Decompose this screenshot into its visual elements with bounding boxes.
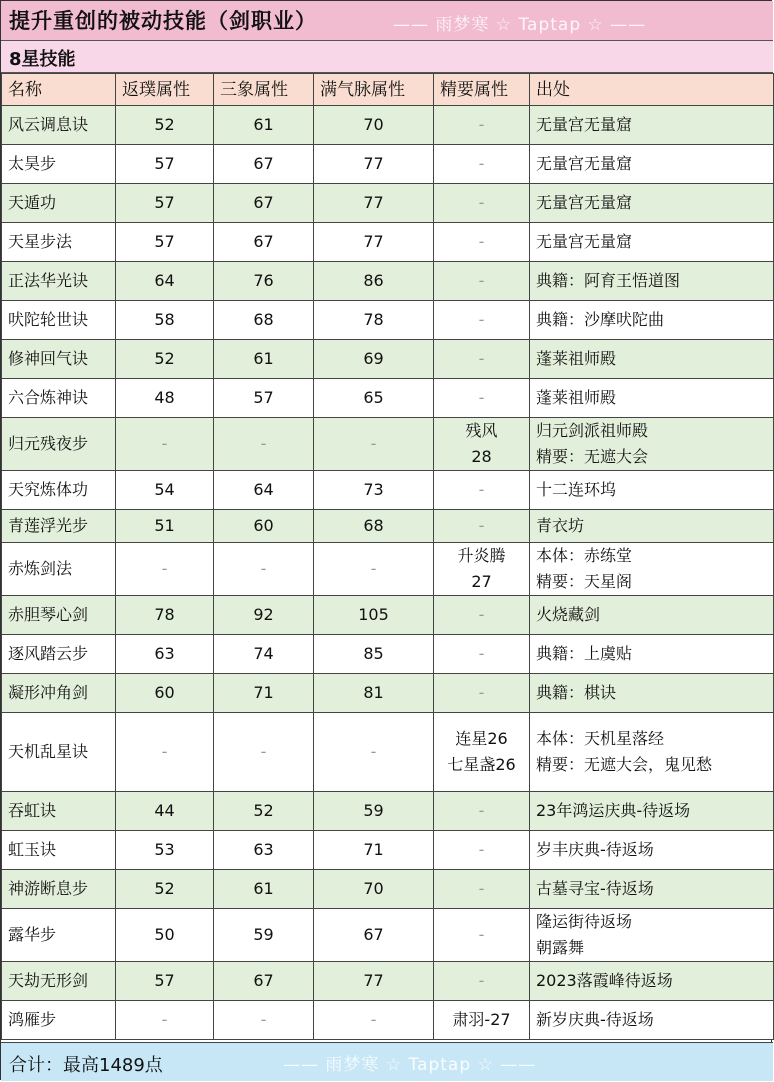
source-line: 精要：无遮大会，鬼见愁 [536,755,713,774]
source-line: 典籍：沙摩吠陀曲 [536,310,665,329]
header-manqimai: 满气脉属性 [314,74,434,106]
jingyao-value-cell: - [434,831,530,870]
header-fanpu: 返璞属性 [116,74,214,106]
source-line: 十二连环坞 [536,480,617,499]
sanxiang-value-cell: 59 [214,909,314,962]
header-jingyao: 精要属性 [434,74,530,106]
skill-name-cell: 赤炼剑法 [2,543,116,596]
table-row [2,418,774,471]
table-row [2,106,774,145]
sanxiang-value-cell: - [214,543,314,596]
source-line: 归元剑派祖师殿 [536,421,649,440]
fanpu-value-cell: 58 [116,301,214,340]
table-row [2,713,774,792]
source-line: 典籍：棋诀 [536,683,617,702]
table-row [2,962,774,1001]
sanxiang-value-cell: 67 [214,962,314,1001]
sanxiang-value-cell: - [214,713,314,792]
sanxiang-value-cell: 61 [214,340,314,379]
sanxiang-value-cell: 68 [214,301,314,340]
skill-name-cell: 六合炼神诀 [2,379,116,418]
fanpu-value-cell: 52 [116,340,214,379]
table-row [2,471,774,510]
source-cell [530,418,774,471]
fanpu-value-cell: 50 [116,909,214,962]
source-line: 无量宫无量窟 [536,154,633,173]
sanxiang-value-cell: 67 [214,184,314,223]
skill-name-cell: 凝形冲角剑 [2,674,116,713]
source-cell [530,379,774,418]
sanxiang-value-cell: 76 [214,262,314,301]
source-cell [530,106,774,145]
skill-name-cell: 天遁功 [2,184,116,223]
table-row [2,223,774,262]
jingyao-value-cell: - [434,145,530,184]
header-name: 名称 [2,74,116,106]
manqimai-value-cell: - [314,713,434,792]
source-line: 岁丰庆典-待返场 [536,840,654,859]
manqimai-value-cell: 77 [314,223,434,262]
sanxiang-value-cell: 92 [214,596,314,635]
skill-name-cell: 太昊步 [2,145,116,184]
jingyao-value-cell: - [434,870,530,909]
watermark-top: —— 雨梦寒 ☆ Taptap ☆ —— [393,15,647,35]
source-cell [530,543,774,596]
skill-name-cell: 天劫无形剑 [2,962,116,1001]
skill-name-cell: 虹玉诀 [2,831,116,870]
sanxiang-value-cell: - [214,418,314,471]
sanxiang-value-cell: 67 [214,145,314,184]
table-row [2,792,774,831]
jingyao-line: 27 [471,572,492,591]
sanxiang-value-cell: 57 [214,379,314,418]
jingyao-value-cell: - [434,962,530,1001]
table-row [2,379,774,418]
manqimai-value-cell: - [314,418,434,471]
table-row [2,831,774,870]
jingyao-value-cell: 肃羽-27 [434,1001,530,1040]
manqimai-value-cell: 65 [314,379,434,418]
table-row [2,596,774,635]
jingyao-value-cell: - [434,262,530,301]
manqimai-value-cell: 70 [314,106,434,145]
fanpu-value-cell: 54 [116,471,214,510]
fanpu-value-cell: - [116,418,214,471]
source-cell [530,471,774,510]
fanpu-value-cell: - [116,713,214,792]
source-line: 无量宫无量窟 [536,193,633,212]
jingyao-line: 残风 [465,421,498,440]
jingyao-value-cell [434,418,530,471]
table-row [2,184,774,223]
skills-table [1,73,774,1040]
source-cell [530,223,774,262]
skill-name-cell: 归元残夜步 [2,418,116,471]
manqimai-value-cell: 77 [314,184,434,223]
table-row [2,870,774,909]
source-cell [530,713,774,792]
source-cell [530,145,774,184]
title-bar [1,1,773,41]
sanxiang-value-cell: - [214,1001,314,1040]
source-cell [530,909,774,962]
sanxiang-value-cell: 61 [214,870,314,909]
fanpu-value-cell: 63 [116,635,214,674]
jingyao-value-cell: - [434,184,530,223]
skill-name-cell: 天究炼体功 [2,471,116,510]
manqimai-value-cell: 81 [314,674,434,713]
source-line: 本体：天机星落经 [536,729,665,748]
jingyao-value-cell: - [434,471,530,510]
table-row [2,909,774,962]
manqimai-value-cell: - [314,1001,434,1040]
source-line: 无量宫无量窟 [536,232,633,251]
skill-name-cell: 赤胆琴心剑 [2,596,116,635]
table-row [2,674,774,713]
fanpu-value-cell: 53 [116,831,214,870]
source-cell [530,1001,774,1040]
fanpu-value-cell: - [116,543,214,596]
jingyao-value-cell: - [434,301,530,340]
source-line: 火烧藏剑 [536,605,601,624]
sanxiang-value-cell: 71 [214,674,314,713]
jingyao-line: 28 [471,447,492,466]
manqimai-value-cell: 105 [314,596,434,635]
manqimai-value-cell: 78 [314,301,434,340]
jingyao-line: 七星盏26 [447,755,516,774]
manqimai-value-cell: 59 [314,792,434,831]
jingyao-value-cell: - [434,909,530,962]
fanpu-value-cell: 57 [116,145,214,184]
manqimai-value-cell: 73 [314,471,434,510]
skill-name-cell: 鸿雁步 [2,1001,116,1040]
manqimai-value-cell: 71 [314,831,434,870]
source-cell [530,184,774,223]
table-row [2,145,774,184]
manqimai-value-cell: 86 [314,262,434,301]
manqimai-value-cell: 77 [314,962,434,1001]
header-source: 出处 [530,74,774,106]
skill-name-cell: 正法华光诀 [2,262,116,301]
source-line: 本体：赤练堂 [536,546,633,565]
source-line: 蓬莱祖师殿 [536,388,617,407]
sanxiang-value-cell: 52 [214,792,314,831]
source-line: 23年鸿运庆典-待返场 [536,801,691,820]
fanpu-value-cell: 57 [116,962,214,1001]
jingyao-value-cell: - [434,674,530,713]
fanpu-value-cell: 64 [116,262,214,301]
skill-name-cell: 修神回气诀 [2,340,116,379]
source-cell [530,674,774,713]
skill-name-cell: 天星步法 [2,223,116,262]
fanpu-value-cell: - [116,1001,214,1040]
source-cell [530,510,774,543]
fanpu-value-cell: 57 [116,223,214,262]
source-cell [530,792,774,831]
fanpu-value-cell: 44 [116,792,214,831]
table-row [2,635,774,674]
skill-name-cell: 风云调息诀 [2,106,116,145]
manqimai-value-cell: 69 [314,340,434,379]
fanpu-value-cell: 60 [116,674,214,713]
skill-name-cell: 神游断息步 [2,870,116,909]
jingyao-value-cell: - [434,340,530,379]
source-cell [530,635,774,674]
table-row [2,1001,774,1040]
jingyao-value-cell: - [434,596,530,635]
source-line: 隆运街待返场 [536,912,633,931]
table-row [2,301,774,340]
manqimai-value-cell: 85 [314,635,434,674]
source-line: 朝露舞 [536,938,585,957]
table-body [2,106,774,1040]
total-summary: 合计：最高1489点 [9,1055,163,1076]
source-line: 精要：天星阁 [536,572,633,591]
jingyao-value-cell: - [434,106,530,145]
fanpu-value-cell: 52 [116,106,214,145]
source-cell [530,301,774,340]
manqimai-value-cell: - [314,543,434,596]
source-cell [530,262,774,301]
skill-name-cell: 青莲浮光步 [2,510,116,543]
jingyao-line: 升炎腾 [457,546,506,565]
page-title: 提升重创的被动技能（剑职业） [9,9,317,33]
sanxiang-value-cell: 61 [214,106,314,145]
manqimai-value-cell: 70 [314,870,434,909]
table-row [2,262,774,301]
skill-name-cell: 吞虹诀 [2,792,116,831]
skill-name-cell: 天机乱星诀 [2,713,116,792]
jingyao-value-cell [434,543,530,596]
header-sanxiang: 三象属性 [214,74,314,106]
source-line: 蓬莱祖师殿 [536,349,617,368]
skill-name-cell: 露华步 [2,909,116,962]
jingyao-value-cell: - [434,635,530,674]
fanpu-value-cell: 78 [116,596,214,635]
source-line: 典籍：阿育王悟道图 [536,271,681,290]
jingyao-value-cell: - [434,792,530,831]
footer-bar [1,1042,773,1081]
fanpu-value-cell: 48 [116,379,214,418]
manqimai-value-cell: 77 [314,145,434,184]
skill-name-cell: 逐风踏云步 [2,635,116,674]
manqimai-value-cell: 67 [314,909,434,962]
sanxiang-value-cell: 64 [214,471,314,510]
sanxiang-value-cell: 60 [214,510,314,543]
header-row [2,74,774,106]
section-bar [1,41,773,73]
sanxiang-value-cell: 67 [214,223,314,262]
source-cell [530,831,774,870]
source-line: 青衣坊 [536,516,585,535]
fanpu-value-cell: 51 [116,510,214,543]
jingyao-value-cell: - [434,379,530,418]
jingyao-value-cell [434,713,530,792]
table-row [2,510,774,543]
source-line: 古墓寻宝-待返场 [536,879,654,898]
source-line: 新岁庆典-待返场 [536,1010,654,1029]
table-row [2,543,774,596]
table-row [2,340,774,379]
sanxiang-value-cell: 74 [214,635,314,674]
fanpu-value-cell: 52 [116,870,214,909]
source-line: 精要：无遮大会 [536,447,649,466]
source-cell [530,596,774,635]
fanpu-value-cell: 57 [116,184,214,223]
jingyao-value-cell: - [434,510,530,543]
jingyao-line: 连星26 [455,729,508,748]
source-cell [530,870,774,909]
source-cell [530,962,774,1001]
manqimai-value-cell: 68 [314,510,434,543]
source-cell [530,340,774,379]
source-line: 典籍：上虞贴 [536,644,633,663]
jingyao-value-cell: - [434,223,530,262]
sanxiang-value-cell: 63 [214,831,314,870]
section-title: 8星技能 [9,49,76,70]
source-line: 2023落霞峰待返场 [536,971,673,990]
skill-name-cell: 吠陀轮世诀 [2,301,116,340]
watermark-bottom: —— 雨梦寒 ☆ Taptap ☆ —— [283,1055,537,1075]
source-line: 无量宫无量窟 [536,115,633,134]
